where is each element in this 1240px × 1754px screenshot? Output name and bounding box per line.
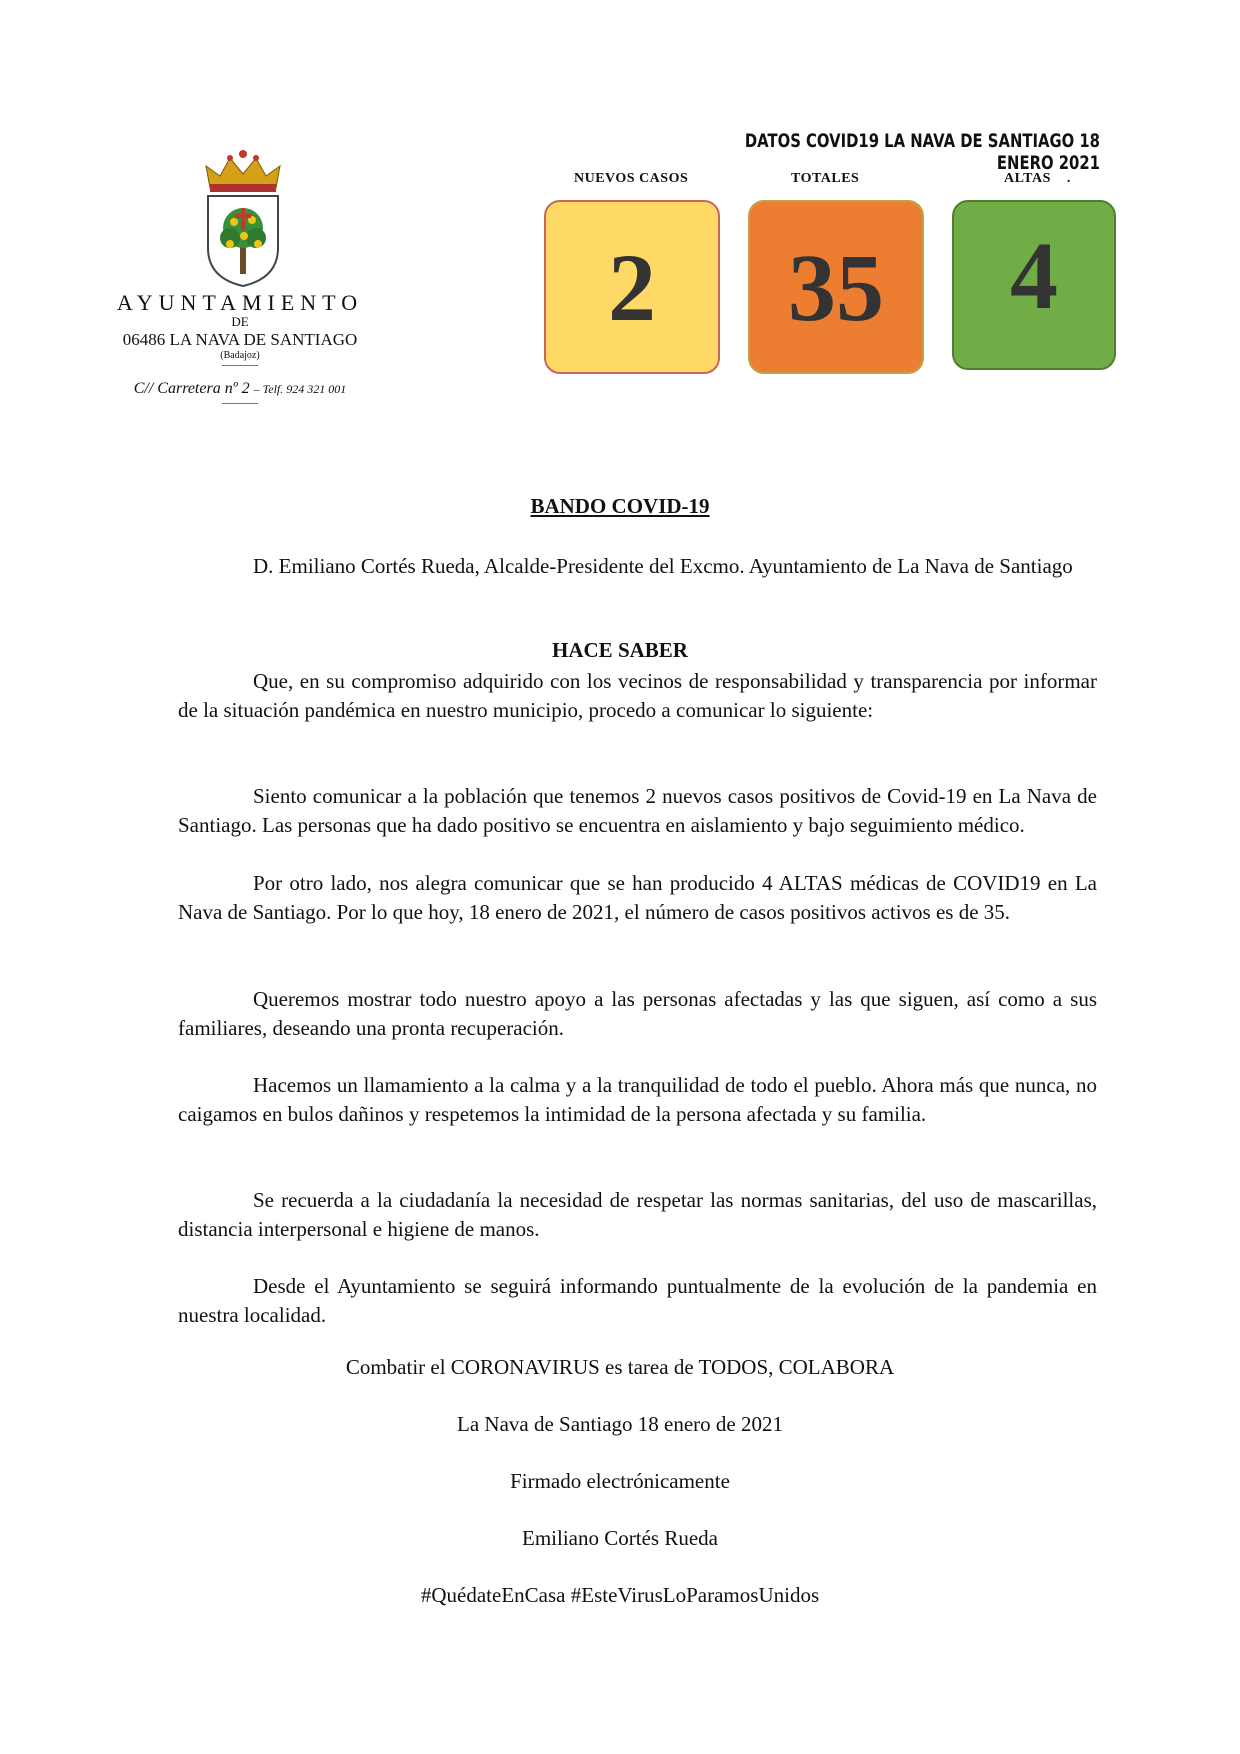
closing-slogan: Combatir el CORONAVIRUS es tarea de TODOS, COLABORA: [345, 1355, 895, 1379]
stat-label-altas: ALTAS .: [1004, 171, 1071, 186]
closing-hashtags: #QuédateEnCasa #EsteVirusLoParamosUnidos: [420, 1583, 820, 1607]
stat-label-total: TOTALES: [791, 171, 860, 186]
paragraph-4: Queremos mostrar todo nuestro apoyo a las personas afectadas y las que siguen, así como a sus familiares, deseando una pronta recuperación.: [178, 987, 1097, 1040]
paragraph-6: Se recuerda a la ciudadanía la necesidad de respetar las normas sanitarias, del uso de mascarillas, distancia interpersonal e higiene de manos.: [178, 1188, 1097, 1241]
stat-box-new-cases: [544, 200, 720, 374]
stat-box-altas: [952, 200, 1116, 370]
phone-text: – Telf. 924 321 001: [253, 382, 347, 397]
organization-info: [95, 290, 385, 408]
org-address: [95, 380, 385, 398]
stat-box-totals: [748, 200, 924, 374]
org-name: 06486 LA NAVA DE SANTIAGO: [122, 330, 358, 350]
address-text: C// Carretera nº 2: [133, 380, 250, 398]
stat-value-new-cases: 2: [608, 233, 656, 341]
paragraph-2: Siento comunicar a la población que tenemos 2 nuevos casos positivos de Covid-19 en La Nava de Santiago. Las personas que ha dado positivo se encuentra en aislamiento y bajo seguimiento médico.: [178, 784, 1097, 837]
paragraph-1: Que, en su compromiso adquirido con los vecinos de responsabilidad y transparencia por informar de la situación pandémica en nuestro municipio, procedo a comunicar lo siguiente:: [178, 669, 1097, 722]
paragraph-5: Hacemos un llamamiento a la calma y a la tranquilidad de todo el pueblo. Ahora más que nunca, no caigamos en bulos dañinos y respetemos la intimidad de la persona afectada y su familia.: [178, 1073, 1097, 1126]
stats-heading: DATOS COVID19 LA NAVA DE SANTIAGO 18 ENERO 2021: [744, 130, 1100, 174]
org-title: AYUNTAMIENTO: [116, 290, 364, 315]
intro-paragraph: D. Emiliano Cortés Rueda, Alcalde-Presidente del Excmo. Ayuntamiento de La Nava de Santiago: [253, 554, 1073, 578]
divider: [222, 403, 258, 404]
closing-date: La Nava de Santiago 18 enero de 2021: [457, 1412, 783, 1436]
stat-label-new: NUEVOS CASOS: [574, 171, 689, 186]
divider: [222, 365, 258, 366]
stat-value-totals: 35: [788, 233, 884, 341]
org-province: (Badajoz): [220, 349, 260, 361]
paragraph-3: Por otro lado, nos alegra comunicar que se han producido 4 ALTAS médicas de COVID19 en La Nava de Santiago. Por lo que hoy, 18 enero de 2021, el número de casos positivos activos es de 35.: [178, 871, 1097, 924]
closing-signed: Firmado electrónicamente: [510, 1469, 730, 1493]
org-de: DE: [231, 314, 249, 330]
closing-signer: Emiliano Cortés Rueda: [522, 1526, 718, 1550]
stat-value-altas: 4: [1010, 222, 1058, 329]
coat-of-arms-icon: [200, 148, 286, 288]
document-title: BANDO COVID-19: [530, 494, 710, 518]
paragraph-7: Desde el Ayuntamiento se seguirá informando puntualmente de la evolución de la pandemia en nuestra localidad.: [178, 1274, 1097, 1327]
document-subtitle: HACE SABER: [552, 638, 688, 662]
